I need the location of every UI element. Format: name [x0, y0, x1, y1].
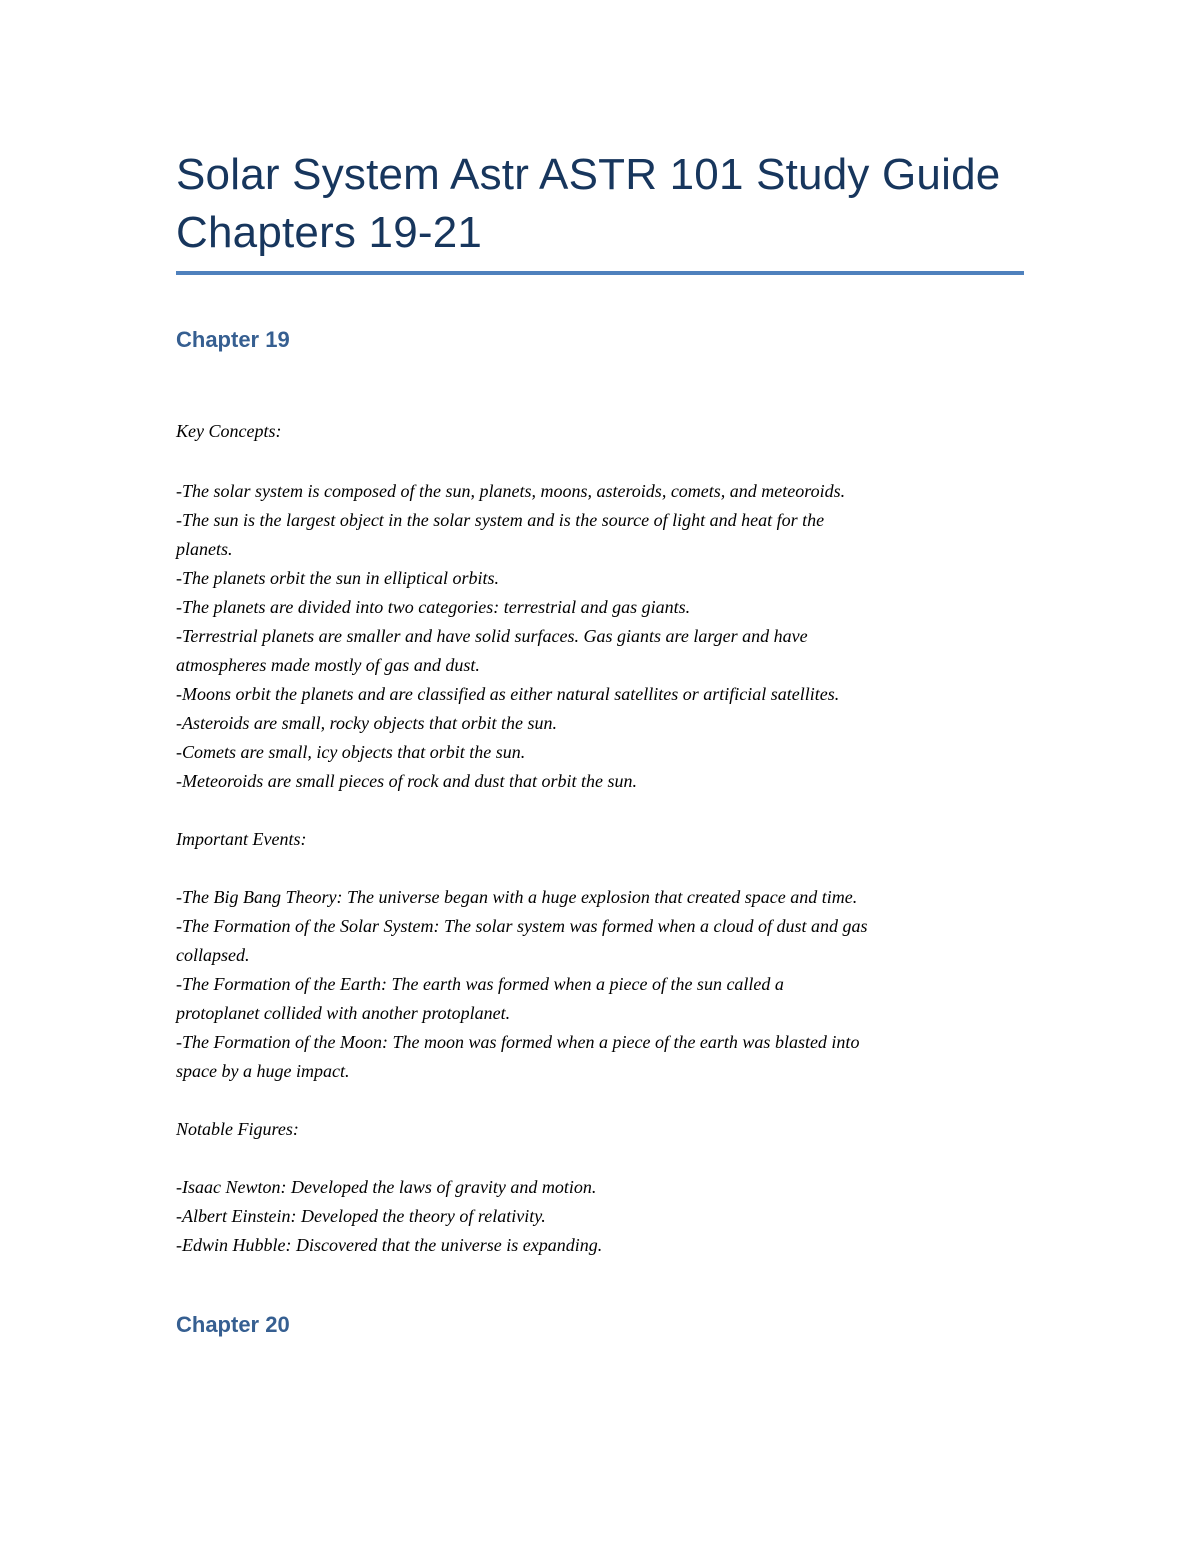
list-item: -Comets are small, icy objects that orbit the sun. — [176, 742, 526, 762]
list-item: -Isaac Newton: Developed the laws of gravity and motion. — [176, 1177, 597, 1197]
list-item: -Terrestrial planets are smaller and have solid surfaces. Gas giants are larger and have — [176, 626, 808, 646]
chapter-20-heading: Chapter 20 — [176, 1312, 290, 1337]
list-item: -The planets are divided into two categories: terrestrial and gas giants. — [176, 597, 691, 617]
list-item: -Meteoroids are small pieces of rock and dust that orbit the sun. — [176, 771, 637, 791]
list-item: protoplanet collided with another protoplanet. — [176, 1003, 511, 1023]
document-title-line-2: Chapters 19-21 — [176, 208, 483, 257]
document-title-line-1: Solar System Astr ASTR 101 Study Guide — [176, 150, 1001, 199]
list-item: -The planets orbit the sun in elliptical orbits. — [176, 568, 499, 588]
title-underline-rule — [176, 271, 1024, 275]
list-item: -The Big Bang Theory: The universe began with a huge explosion that created space and time. — [176, 887, 858, 907]
list-item: -The solar system is composed of the sun, planets, moons, asteroids, comets, and meteoroids. — [176, 481, 846, 501]
list-item: atmospheres made mostly of gas and dust. — [176, 655, 480, 675]
list-item: -Moons orbit the planets and are classified as either natural satellites or artificial satellites. — [176, 684, 840, 704]
list-item: -The sun is the largest object in the solar system and is the source of light and heat for the — [176, 510, 825, 530]
list-item: -The Formation of the Solar System: The solar system was formed when a cloud of dust and gas — [176, 916, 868, 936]
list-item: -Edwin Hubble: Discovered that the universe is expanding. — [176, 1235, 603, 1255]
list-item: -Asteroids are small, rocky objects that orbit the sun. — [176, 713, 557, 733]
important-events-list — [176, 883, 1036, 1086]
important-events-section — [176, 825, 1036, 854]
key-concepts-section — [176, 417, 1036, 446]
title-block — [176, 146, 1024, 262]
important-events-label: Important Events: — [176, 829, 307, 849]
list-item: -Albert Einstein: Developed the theory of relativity. — [176, 1206, 546, 1226]
key-concepts-label: Key Concepts: — [176, 421, 282, 441]
chapter-19-heading: Chapter 19 — [176, 327, 290, 352]
list-item: -The Formation of the Earth: The earth was formed when a piece of the sun called a — [176, 974, 784, 994]
list-item: space by a huge impact. — [176, 1061, 350, 1081]
list-item: collapsed. — [176, 945, 250, 965]
list-item: -The Formation of the Moon: The moon was formed when a piece of the earth was blasted into — [176, 1032, 860, 1052]
key-concepts-list — [176, 477, 1036, 796]
list-item: planets. — [176, 539, 233, 559]
notable-figures-label: Notable Figures: — [176, 1119, 299, 1139]
notable-figures-section — [176, 1115, 1036, 1144]
notable-figures-list — [176, 1173, 1036, 1260]
